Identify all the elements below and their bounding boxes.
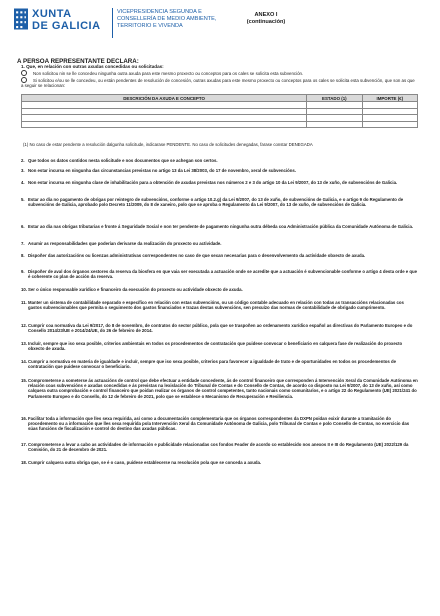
- option-not-requested[interactable]: [21, 70, 416, 76]
- radio-button[interactable]: [21, 77, 27, 83]
- document-page: XUNTA DE GALICIA VICEPRESIDENCIA SEGUNDA E CONSELLERÍA DE MEDIO AMBIENTE, TERRITORIO E VIVENDA ANEXO I (continuación) A PERSOA REPRESENTANTE DECLARA: 1. Que, en relación con outras axudas concedidas ou solicitadas: Non solicitou nin se lle concedeu ningunha outra axuda para este mesmo proxecto ou conceptos para os cales se solicita esta subvención. Si solicitou e/ou se lle concedeu, ou están pendentes de resolución de concesión, outras axudas para este mesmo proxecto ou conceptos para os cales se solicita esta subvención, que son as que a seguir se relacionan: DESCRICIÓN DA AXUDA E CONCEPTO ESTADO (1) IMPORTE (€) (1) No caso de estar pendente a resolución dalgunha solicitude, indicarase PENDENTE. No caso de solicitudes denegadas, farase constar DENEGADA 2. Que todos os datos contidos nesta solicitude e nos documentos que se achegan son certos. 3. Non estar incursa en ningunha das circunstancias previstas no artigo 13 da Lei 38/2003, do 17 de novembro, xeral de subvencións. 4. Non estar incursa en ningunha clase de inhabilitación para a obtención de axudas previstas nos números 2 e 3 do artigo 10 da Lei 9/2007, do 13 de xuño, de subvencións de Galicia. 5. Estar ao día no pagamento de obrigas por reintegro de subvencións, conforme o artigo 10.2.g) da Lei 9/2007, do 13 de xuño, de subvencións de Galicia, e o artigo 9 do Regulamento de subvencións de Galicia, aprobado polo Decreto 11/2009, do 8 de xaneiro, polo que se aproba o Regulamento da Lei 9/2007, do 13 de xuño, de subvencións de Galicia. 6. Estar ao día nas obrigas tributarias e fronte á Seguridade Social e non ter pendente de pagamento ningunha outra débeda coa Administración pública da Comunidade Autónoma de Galicia. 7. Asumir as responsabilidades que poderían derivarse da realización do proxecto ou actividade. 8. Dispoñer das autorizacións ou licenzas administrativas correspondentes no caso de que sexan necesarias para o desenvolvemento da actividade obxecto de axuda. 9. Dispoñer de aval dos órganos xestores da reserva da biosfera en que vaia ser executada a actuación onde se acredite que a actuación é subvencionable conforme o artigo 4 desta orde e que é coherente co plan de acción da reserva. 10. Ser o único responsable xurídico e financeiro da execución do proxecto ou actividade obxecto de axuda. 11. Manter un sistema de contabilidade separado e específico en relación con estas subvencións, ou un código contable adecuado en relación con todas as transaccións relacionadas cos gastos subvencionables que permita o seguimento dos gastos financiados e trazas destas subvencións, sen prexuízo das normas de contabilidade de obrigado cumprimento. 12. Cumprir coa normativa da Lei 9/2017, do 8 de novembro, de contratos do sector público, pola que se traspoñen ao ordenamento xurídico español as directivas do Parlamento Europeo e do Consello 2014/23/UE e 2014/24/UE, do 26 de febreiro de 2014. 13. Incluír, sempre que iso sexa posible, criterios ambientais en todos os procedementos de contratación que puidese convocar o beneficiario en calquera fase de realización do proxecto obxecto de axuda. 14. Cumprir a normativa en materia de igualdade e incluír, sempre que iso sexa posible, criterios para favorecer a igualdade de trato e de oportunidades en todos os procedementos de contratación que puidese convocar o beneficiario. 15. Comprometerse a someterse ás actuacións de control que debe efectuar a entidade concedente, ás de control financeiro que corresponden á Intervención Xeral da Comunidade Autónoma en relación coas subvencións e axudas concedidas e ás previstas na lexislación do Tribunal de Contas e do Consello de Contas, de acordo co disposto na Lei 9/2007, do 13 de xuño, así como calquera outra comprobación e control financeiro que poidan realizar os órganos de control competentes, tanto nacionais como comunitarios, e o artigo 22 do Regulamento (UE) 2021/241 do Parlamento Europeo e do Consello, do 12 de febreiro de 2021, polo que se establece o Mecanismo de Recuperación e Resiliencia. 16. Facilitar toda a información que lles sexa requirida, así como a documentación complementaria que os órganos correspondentes da DXPN poidan exixir durante a tramitación do procedemento ou a información que lles sexa requirida pola Intervención Xeral da Comunidade Autónoma de Galicia, polo Tribunal de Contas e polo Consello de Contas, no exercicio das súas funcións de fiscalización e control do destino das axudas públicas. 17. Comprometerse a levar a cabo as actividades de información e publicidade relacionadas cos fondos Feader de acordo co establecido nos anexos II e III do Regulamento (UE) 2022/129 da Comisión, do 21 de decembro de 2021. 18. Cumprir calquera outra obriga que, se é o caso, puidese establecerse na resolución pola que se conceda a axuda.: [0, 0, 440, 616]
- amount-cell[interactable]: [362, 121, 417, 128]
- radio-button[interactable]: [21, 70, 27, 76]
- department-line: CONSELLERÍA DE MEDIO AMBIENTE,: [117, 16, 217, 22]
- table-row: [22, 121, 418, 128]
- logo-text-galicia: DE GALICIA: [32, 20, 101, 32]
- annex-heading: [236, 12, 296, 26]
- department-line: TERRITORIO E VIVENDA: [117, 23, 183, 29]
- other-aids-table: [21, 94, 418, 128]
- column-header-status: ESTADO (1): [307, 95, 362, 102]
- table-footnote: (1) No caso de estar pendente a resolución dalgunha solicitude, indicarase PENDENTE. No caso de solicitudes denegadas, farase constar DENEGADA: [23, 142, 313, 147]
- question-1: 1. Que, en relación con outras axudas concedidas ou solicitadas:: [21, 64, 164, 69]
- status-cell[interactable]: [307, 121, 362, 128]
- description-cell[interactable]: [22, 121, 307, 128]
- column-header-amount: IMPORTE (€): [362, 95, 417, 102]
- option-requested[interactable]: [21, 77, 416, 89]
- annex-subtitle: (continuación): [246, 19, 286, 25]
- option-label: Si solicitou e/ou se lle concedeu, ou están pendentes de resolución de concesión, outras axudas para este mesmo proxecto ou conceptos para os cales se solicita esta subvención, que son as que a seguir se relacionan:: [21, 78, 415, 89]
- annex-title: ANEXO I: [254, 12, 278, 18]
- section-title: A PERSOA REPRESENTANTE DECLARA:: [17, 58, 139, 65]
- department-line: VICEPRESIDENCIA SEGUNDA E: [117, 9, 202, 15]
- department-name: [117, 9, 229, 30]
- column-header-description: DESCRICIÓN DA AXUDA E CONCEPTO: [22, 95, 307, 102]
- logo-text-xunta: XUNTA: [32, 8, 72, 20]
- option-label: Non solicitou nin se lle concedeu ningunha outra axuda para este mesmo proxecto ou conceptos para os cales se solicita esta subvención.: [33, 71, 304, 76]
- xunta-coat-of-arms-icon: [14, 8, 28, 30]
- header-divider: [112, 8, 113, 38]
